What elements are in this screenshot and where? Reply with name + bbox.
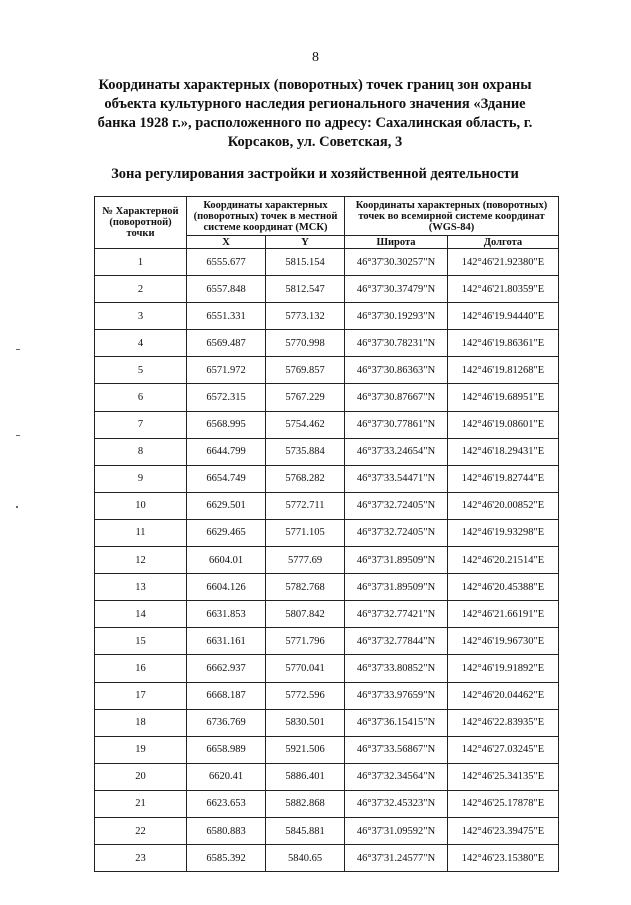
cell-x: 6644.799 (187, 438, 266, 465)
cell-latitude: 46°37'32.45323"N (345, 790, 448, 817)
cell-longitude: 142°46'20.00852"E (448, 492, 559, 519)
scan-speck (16, 506, 18, 508)
cell-latitude: 46°37'30.86363"N (345, 357, 448, 384)
table-row (95, 736, 559, 763)
cell-longitude: 142°46'19.68951"E (448, 384, 559, 411)
cell-y: 5807.842 (266, 601, 345, 628)
table-body (95, 249, 559, 872)
cell-point-number: 20 (95, 763, 187, 790)
cell-x: 6631.853 (187, 601, 266, 628)
cell-x: 6662.937 (187, 655, 266, 682)
cell-y: 5772.596 (266, 682, 345, 709)
cell-point-number: 22 (95, 817, 187, 844)
cell-y: 5777.69 (266, 547, 345, 574)
cell-longitude: 142°46'20.04462"E (448, 682, 559, 709)
cell-x: 6555.677 (187, 249, 266, 276)
table-row (95, 330, 559, 357)
header-latitude: Широта (345, 236, 448, 249)
table-row (95, 709, 559, 736)
cell-point-number: 15 (95, 628, 187, 655)
cell-longitude: 142°46'18.29431"E (448, 438, 559, 465)
cell-latitude: 46°37'33.54471"N (345, 465, 448, 492)
cell-latitude: 46°37'33.56867"N (345, 736, 448, 763)
header-longitude: Долгота (448, 236, 559, 249)
cell-x: 6629.465 (187, 519, 266, 546)
cell-longitude: 142°46'23.15380"E (448, 845, 559, 872)
cell-longitude: 142°46'19.81268"E (448, 357, 559, 384)
cell-latitude: 46°37'33.24654"N (345, 438, 448, 465)
cell-y: 5769.857 (266, 357, 345, 384)
cell-point-number: 18 (95, 709, 187, 736)
cell-y: 5768.282 (266, 465, 345, 492)
cell-latitude: 46°37'32.77421"N (345, 601, 448, 628)
table-row (95, 276, 559, 303)
cell-latitude: 46°37'32.34564"N (345, 763, 448, 790)
cell-point-number: 12 (95, 547, 187, 574)
cell-y: 5770.041 (266, 655, 345, 682)
cell-x: 6631.161 (187, 628, 266, 655)
cell-y: 5770.998 (266, 330, 345, 357)
cell-y: 5840.65 (266, 845, 345, 872)
cell-latitude: 46°37'31.09592"N (345, 817, 448, 844)
cell-longitude: 142°46'25.34135"E (448, 763, 559, 790)
cell-point-number: 9 (95, 465, 187, 492)
cell-point-number: 21 (95, 790, 187, 817)
table-row (95, 438, 559, 465)
cell-x: 6658.989 (187, 736, 266, 763)
cell-longitude: 142°46'22.83935"E (448, 709, 559, 736)
cell-point-number: 1 (95, 249, 187, 276)
cell-point-number: 6 (95, 384, 187, 411)
cell-longitude: 142°46'20.45388"E (448, 574, 559, 601)
cell-y: 5886.401 (266, 763, 345, 790)
table-row (95, 682, 559, 709)
cell-y: 5772.711 (266, 492, 345, 519)
cell-x: 6604.01 (187, 547, 266, 574)
cell-x: 6569.487 (187, 330, 266, 357)
table-row (95, 411, 559, 438)
cell-longitude: 142°46'27.03245"E (448, 736, 559, 763)
cell-x: 6736.769 (187, 709, 266, 736)
cell-latitude: 46°37'30.19293"N (345, 303, 448, 330)
cell-point-number: 23 (95, 845, 187, 872)
cell-point-number: 4 (95, 330, 187, 357)
page-number: 8 (312, 50, 319, 65)
table-row (95, 790, 559, 817)
cell-longitude: 142°46'21.92380"E (448, 249, 559, 276)
cell-point-number: 5 (95, 357, 187, 384)
cell-longitude: 142°46'19.82744"E (448, 465, 559, 492)
cell-point-number: 16 (95, 655, 187, 682)
cell-y: 5812.547 (266, 276, 345, 303)
table-row (95, 249, 559, 276)
cell-point-number: 2 (95, 276, 187, 303)
cell-x: 6585.392 (187, 845, 266, 872)
cell-x: 6604.126 (187, 574, 266, 601)
cell-longitude: 142°46'21.66191"E (448, 601, 559, 628)
coordinates-table (94, 196, 559, 872)
cell-latitude: 46°37'36.15415"N (345, 709, 448, 736)
cell-x: 6668.187 (187, 682, 266, 709)
cell-longitude: 142°46'19.94440"E (448, 303, 559, 330)
table-row (95, 384, 559, 411)
cell-y: 5735.884 (266, 438, 345, 465)
cell-x: 6551.331 (187, 303, 266, 330)
cell-x: 6629.501 (187, 492, 266, 519)
cell-longitude: 142°46'21.80359"E (448, 276, 559, 303)
cell-longitude: 142°46'19.08601"E (448, 411, 559, 438)
cell-latitude: 46°37'30.77861"N (345, 411, 448, 438)
cell-x: 6571.972 (187, 357, 266, 384)
cell-latitude: 46°37'32.77844"N (345, 628, 448, 655)
cell-longitude: 142°46'19.91892"E (448, 655, 559, 682)
cell-y: 5845.881 (266, 817, 345, 844)
zone-subtitle: Зона регулирования застройки и хозяйственной деятельности (111, 166, 519, 182)
cell-point-number: 17 (95, 682, 187, 709)
cell-point-number: 11 (95, 519, 187, 546)
cell-y: 5771.105 (266, 519, 345, 546)
cell-x: 6557.848 (187, 276, 266, 303)
cell-latitude: 46°37'32.72405"N (345, 492, 448, 519)
header-x: X (187, 236, 266, 249)
cell-y: 5767.229 (266, 384, 345, 411)
cell-y: 5773.132 (266, 303, 345, 330)
cell-point-number: 19 (95, 736, 187, 763)
cell-latitude: 46°37'31.89509"N (345, 547, 448, 574)
cell-x: 6623.653 (187, 790, 266, 817)
table-row (95, 492, 559, 519)
header-y: Y (266, 236, 345, 249)
table-row (95, 628, 559, 655)
cell-latitude: 46°37'31.89509"N (345, 574, 448, 601)
header-wgs-coords: Координаты характерных (поворотных) точек во всемирной системе координат (WGS-84) (345, 197, 559, 236)
cell-y: 5830.501 (266, 709, 345, 736)
cell-y: 5882.868 (266, 790, 345, 817)
cell-point-number: 10 (95, 492, 187, 519)
cell-point-number: 7 (95, 411, 187, 438)
header-local-coords: Координаты характерных (поворотных) точек в местной системе координат (МСК) (187, 197, 345, 236)
cell-x: 6572.315 (187, 384, 266, 411)
cell-x: 6568.995 (187, 411, 266, 438)
cell-x: 6580.883 (187, 817, 266, 844)
scan-speck (16, 349, 20, 350)
table-row (95, 303, 559, 330)
cell-x: 6620.41 (187, 763, 266, 790)
cell-latitude: 46°37'31.24577"N (345, 845, 448, 872)
cell-latitude: 46°37'32.72405"N (345, 519, 448, 546)
cell-longitude: 142°46'23.39475"E (448, 817, 559, 844)
cell-point-number: 13 (95, 574, 187, 601)
table-row (95, 655, 559, 682)
cell-point-number: 3 (95, 303, 187, 330)
cell-longitude: 142°46'19.86361"E (448, 330, 559, 357)
table-row (95, 519, 559, 546)
cell-latitude: 46°37'30.30257"N (345, 249, 448, 276)
table-row (95, 763, 559, 790)
table-row (95, 601, 559, 628)
cell-point-number: 8 (95, 438, 187, 465)
document-title: Координаты характерных (поворотных) точек границ зон охраны объекта культурного наследия регионального значения «Здание банка 1928 г.», расположенного по адресу: Сахалинская область, г. Корсаков, ул. Советская, 3 (97, 77, 533, 150)
cell-longitude: 142°46'19.93298"E (448, 519, 559, 546)
cell-longitude: 142°46'19.96730"E (448, 628, 559, 655)
cell-y: 5921.506 (266, 736, 345, 763)
cell-longitude: 142°46'25.17878"E (448, 790, 559, 817)
cell-latitude: 46°37'30.87667"N (345, 384, 448, 411)
cell-latitude: 46°37'33.80852"N (345, 655, 448, 682)
cell-y: 5815.154 (266, 249, 345, 276)
cell-longitude: 142°46'20.21514"E (448, 547, 559, 574)
cell-latitude: 46°37'33.97659"N (345, 682, 448, 709)
cell-latitude: 46°37'30.37479"N (345, 276, 448, 303)
table-row (95, 817, 559, 844)
cell-x: 6654.749 (187, 465, 266, 492)
cell-y: 5782.768 (266, 574, 345, 601)
table-row (95, 845, 559, 872)
cell-latitude: 46°37'30.78231"N (345, 330, 448, 357)
scan-speck (16, 435, 20, 436)
cell-y: 5754.462 (266, 411, 345, 438)
table-row (95, 465, 559, 492)
cell-point-number: 14 (95, 601, 187, 628)
table-row (95, 574, 559, 601)
table-row (95, 357, 559, 384)
header-point-number: № Характерной (поворотной) точки (95, 197, 187, 249)
table-row (95, 547, 559, 574)
cell-y: 5771.796 (266, 628, 345, 655)
